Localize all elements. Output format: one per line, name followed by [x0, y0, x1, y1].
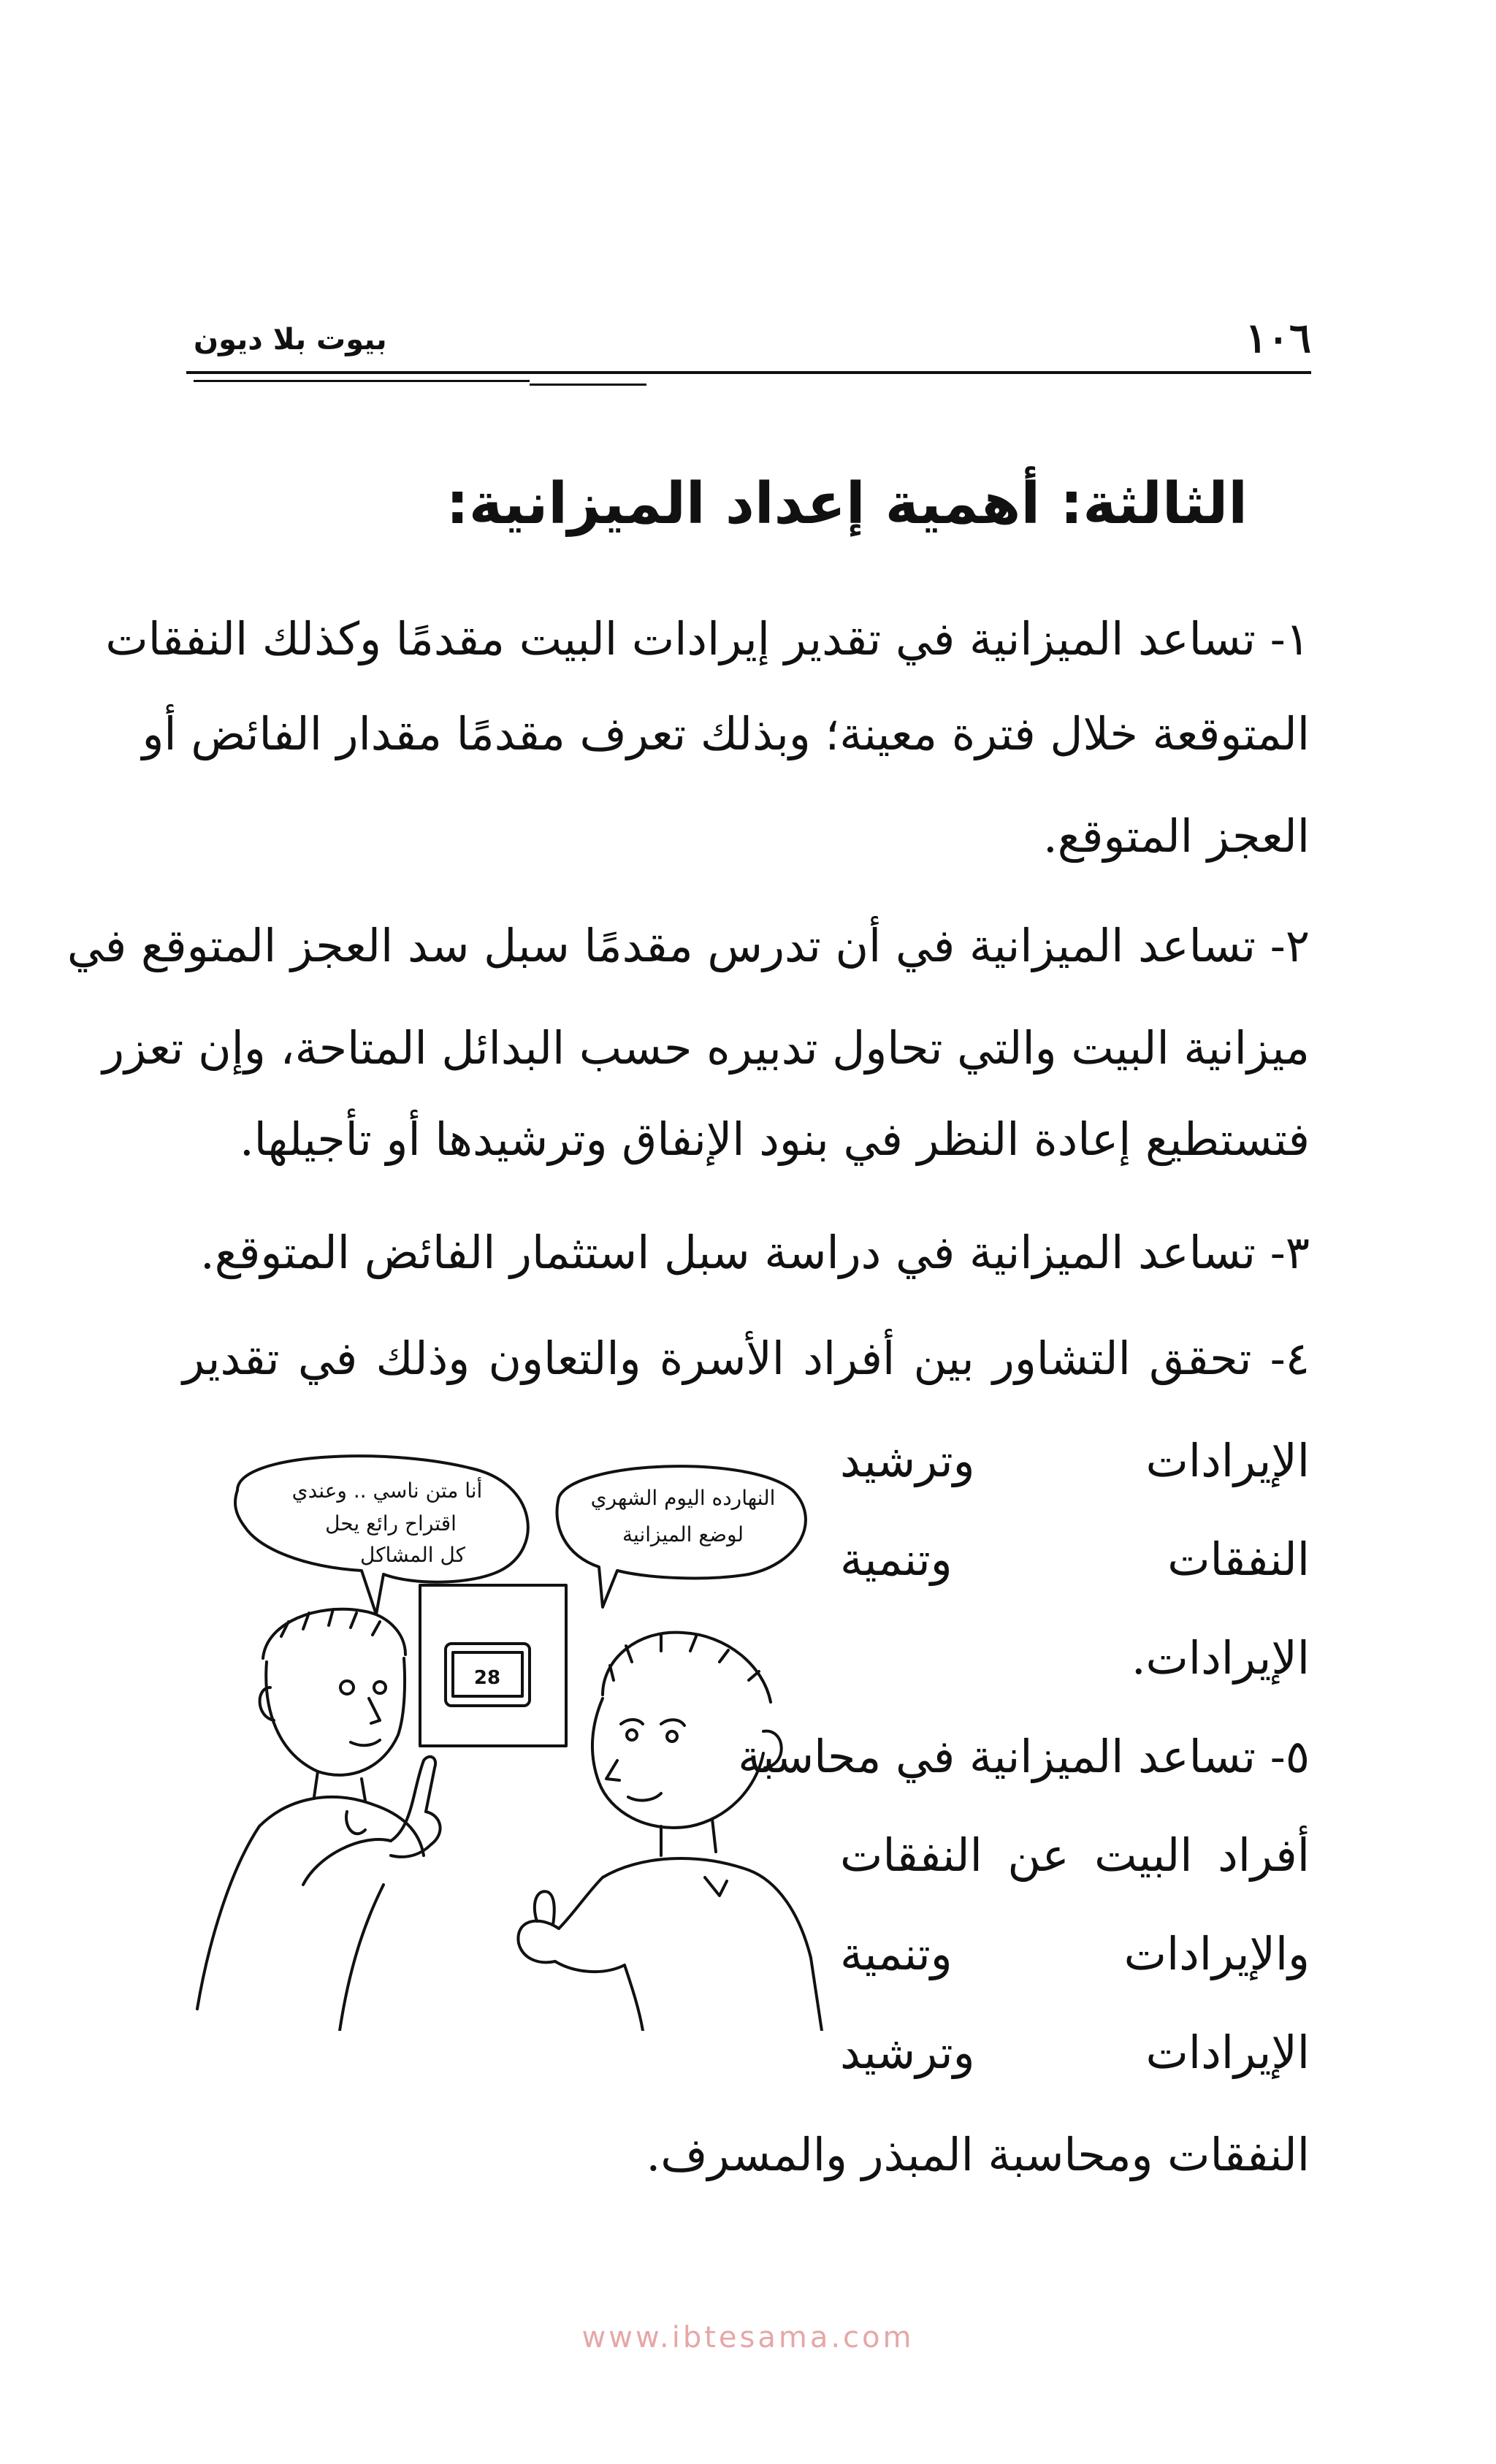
text-line: المتوقعة خلال فترة معينة؛ وبذلك تعرف مقدمًا مقدار الفائض أو — [142, 707, 1310, 760]
cartoon-illustration — [194, 1446, 836, 2031]
bubble-right-line: النهارده اليوم الشهري — [590, 1486, 776, 1510]
text-line: ٣- تساعد الميزانية في دراسة سبل استثمار الفائض المتوقع. — [199, 1226, 1310, 1279]
speech-bubble-right — [557, 1466, 805, 1607]
text-line: ٥- تساعد الميزانية في محاسبة — [738, 1730, 1310, 1783]
text-line: النفقات ومحاسبة المبذر والمسرف. — [646, 2128, 1310, 2181]
header-rule-top — [186, 371, 1311, 374]
section-title: الثالثة: أهمية إعداد الميزانية: — [446, 471, 1248, 537]
text-line: ٢- تساعد الميزانية في أن تدرس مقدمًا سبل سد العجز المتوقع في — [66, 919, 1310, 972]
watermark: www.ibtesama.com — [581, 2321, 915, 2354]
text-line: الإيرادات. — [1131, 1631, 1310, 1685]
running-header — [186, 314, 1311, 394]
text-line: الإيرادات وترشيد — [840, 1434, 1310, 1487]
bubble-left-line: اقتراح رائع يحل — [325, 1511, 457, 1536]
text-line: النفقات وتنمية — [840, 1533, 1310, 1586]
text-line: والإيرادات وتنمية — [840, 1927, 1310, 1980]
text-line: فتستطيع إعادة النظر في بنود الإنفاق وترشيدها أو تأجيلها. — [239, 1113, 1310, 1166]
text-line: ١- تساعد الميزانية في تقدير إيرادات البيت مقدمًا وكذلك النفقات — [105, 612, 1310, 665]
bubble-right-line: لوضع الميزانية — [622, 1522, 744, 1546]
left-boy — [197, 1609, 440, 2031]
right-boy — [518, 1633, 822, 2031]
book-title: بيوت بلا ديون — [194, 323, 387, 356]
page-number: ١٠٦ — [1245, 314, 1311, 362]
speech-bubble-left — [235, 1456, 528, 1614]
header-rule-short — [194, 380, 530, 382]
bubble-left-line: كل المشاكل — [360, 1543, 465, 1567]
text-line: العجز المتوقع. — [1042, 809, 1310, 863]
calendar-date: 28 — [473, 1667, 501, 1689]
wall-calendar — [420, 1585, 566, 1746]
text-line: ميزانية البيت والتي تحاول تدبيره حسب البدائل المتاحة، وإن تعزر — [102, 1021, 1310, 1075]
text-line: أفراد البيت عن النفقات — [840, 1828, 1310, 1882]
text-line: الإيرادات وترشيد — [840, 2026, 1310, 2079]
header-rule-mid — [530, 384, 646, 386]
bubble-left-line: أنا متن ناسي .. وعندي — [291, 1479, 483, 1503]
text-line: ٤- تحقق التشاور بين أفراد الأسرة والتعاون وذلك في تقدير — [183, 1332, 1310, 1385]
